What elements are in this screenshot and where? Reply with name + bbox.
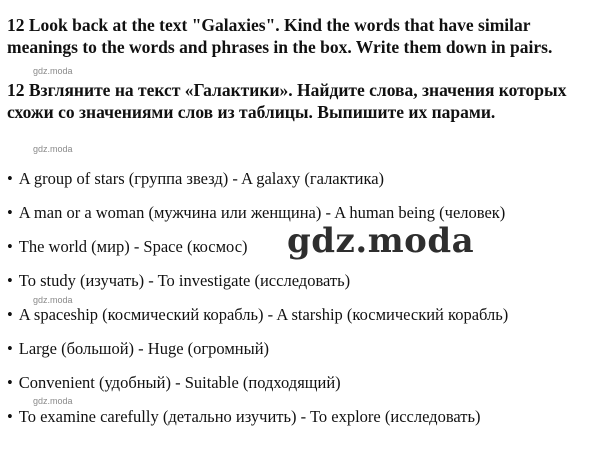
bullet-icon: • [7, 169, 13, 188]
list-item [7, 237, 248, 257]
task-heading-russian [7, 79, 566, 123]
pair-text: Convenient (удобный) - Suitable (подходящий) [18, 373, 341, 392]
watermark-large: gdz.moda [287, 221, 475, 261]
list-item [7, 373, 341, 393]
pair-text: A spaceship (космический корабль) - A starship (космический корабль) [18, 305, 509, 324]
bullet-icon: • [7, 203, 13, 222]
bullet-icon: • [7, 271, 13, 290]
bullet-icon: • [7, 407, 13, 426]
bullet-icon: • [7, 237, 13, 256]
list-item [7, 271, 350, 291]
pair-text: A group of stars (группа звезд) - A galaxy (галактика) [18, 169, 385, 188]
pair-text: Large (большой) - Huge (огромный) [18, 339, 270, 358]
list-item [7, 407, 481, 427]
bullet-icon: • [7, 339, 13, 358]
task-heading-russian-line2: схожи со значениями слов из таблицы. Выпишите их парами. [7, 102, 496, 122]
pair-text: To study (изучать) - To investigate (исследовать) [18, 271, 351, 290]
bullet-icon: • [7, 305, 13, 324]
watermark-small: gdz.moda [33, 66, 73, 76]
watermark-small: gdz.moda [33, 396, 73, 406]
task-heading-english [7, 14, 552, 58]
list-item [7, 339, 269, 359]
list-item [7, 203, 505, 223]
list-item [7, 305, 508, 325]
task-heading-english-line2: meanings to the words and phrases in the box. Write them down in pairs. [7, 37, 553, 57]
pair-text: A man or a woman (мужчина или женщина) - A human being (человек) [18, 203, 506, 222]
pair-text: The world (мир) - Space (космос) [18, 237, 248, 256]
pair-text: To examine carefully (детально изучить) - To explore (исследовать) [18, 407, 481, 426]
task-heading-english-line1: 12 Look back at the text "Galaxies". Kind the words that have similar [7, 15, 531, 35]
task-heading-russian-line1: 12 Взгляните на текст «Галактики». Найдите слова, значения которых [7, 80, 567, 100]
watermark-small: gdz.moda [33, 144, 73, 154]
bullet-icon: • [7, 373, 13, 392]
watermark-small: gdz.moda [33, 295, 73, 305]
list-item [7, 169, 384, 189]
